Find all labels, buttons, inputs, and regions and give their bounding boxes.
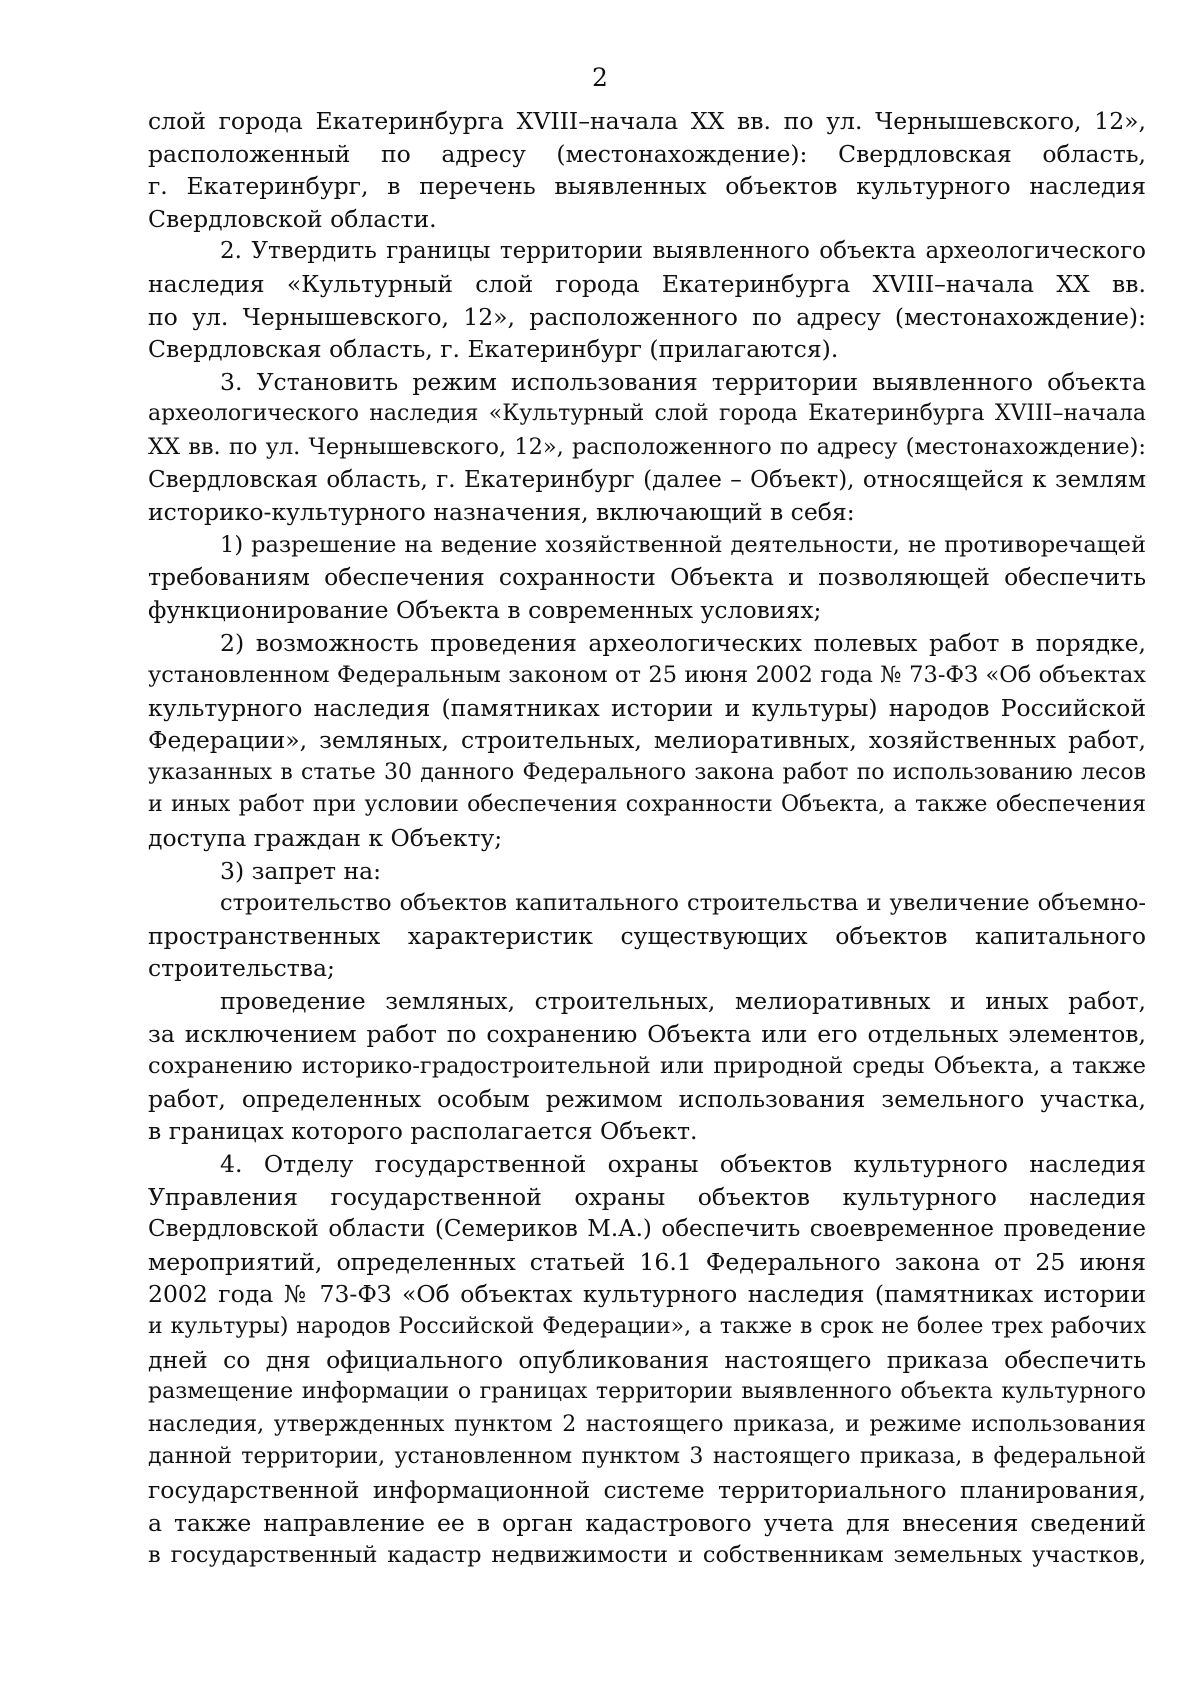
text-line: проведение земляных, строительных, мелиоративных и иных работ,: [220, 987, 1146, 1016]
text-line: 3) запрет на:: [220, 856, 382, 885]
text-line: археологического наследия «Культурный слой города Екатеринбурга XVIII–начала: [148, 401, 1146, 427]
text-line: размещение информации о границах территории выявленного объекта культурного: [148, 1379, 1146, 1405]
document-body: [148, 105, 1146, 1572]
text-line: расположенный по адресу (местонахождение): Свердловская область,: [148, 139, 1146, 168]
text-line: Свердловской области.: [148, 204, 437, 233]
text-line: Свердловская область, г. Екатеринбург (далее – Объект), относящейся к землям: [148, 466, 1146, 493]
text-line: 2002 года № 73-ФЗ «Об объектах культурного наследия (памятниках истории: [148, 1280, 1146, 1309]
text-line: г. Екатеринбург, в перечень выявленных объектов культурного наследия: [148, 172, 1146, 201]
text-line: требованиям обеспечения сохранности Объекта и позволяющей обеспечить: [148, 563, 1146, 592]
text-line: 2. Утвердить границы территории выявленного объекта археологического: [220, 238, 1146, 265]
text-line: и иных работ при условии обеспечения сохранности Объекта, а также обеспечения: [148, 792, 1146, 818]
text-line: за исключением работ по сохранению Объекта или его отдельных элементов,: [148, 1019, 1146, 1048]
text-line: Управления государственной охраны объектов культурного наследия: [148, 1182, 1146, 1211]
text-line: Федерации», земляных, строительных, мелиоративных, хозяйственных работ,: [148, 726, 1146, 755]
text-line: XX вв. по ул. Чернышевского, 12», расположенного по адресу (местонахождение):: [148, 433, 1146, 460]
text-line: мероприятий, определенных статьей 16.1 Федерального закона от 25 июня: [148, 1247, 1146, 1276]
text-line: по ул. Чернышевского, 12», расположенного по адресу (местонахождение):: [148, 302, 1146, 331]
text-line: наследия «Культурный слой города Екатеринбурга XVIII–начала XX вв.: [148, 269, 1146, 298]
text-line: установленном Федеральным законом от 25 июня 2002 года № 73-ФЗ «Об объектах: [148, 662, 1146, 689]
text-line: а также направление ее в орган кадастрового учета для внесения сведений: [148, 1508, 1146, 1537]
text-line: слой города Екатеринбурга XVIII–начала XX вв. по ул. Чернышевского, 12»,: [148, 107, 1146, 135]
text-line: в государственный кадастр недвижимости и собственникам земельных участков,: [148, 1542, 1146, 1569]
text-line: Свердловская область, г. Екатеринбург (прилагаются).: [148, 335, 839, 364]
text-line: доступа граждан к Объекту;: [148, 824, 503, 853]
text-line: данной территории, установленном пунктом 3 настоящего приказа, в федеральной: [148, 1444, 1146, 1470]
text-line: дней со дня официального опубликования настоящего приказа обеспечить: [148, 1345, 1146, 1374]
text-line: функционирование Объекта в современных условиях;: [148, 595, 822, 624]
text-line: культурного наследия (памятниках истории и культуры) народов Российской: [148, 693, 1146, 722]
text-line: 2) возможность проведения археологических полевых работ в порядке,: [220, 628, 1146, 657]
text-line: и культуры) народов Российской Федерации», а также в срок не более трех рабочих: [148, 1313, 1146, 1339]
text-line: пространственных характеристик существующих объектов капитального: [148, 921, 1146, 950]
text-line: наследия, утвержденных пунктом 2 настоящего приказа, и режиме использования: [148, 1411, 1146, 1437]
page-number: 2: [592, 63, 608, 92]
text-line: строительство объектов капитального строительства и увеличение объемно-: [220, 890, 1146, 917]
text-line: историко-культурного назначения, включающий в себя:: [148, 498, 855, 527]
text-line: строительства;: [148, 954, 335, 983]
text-line: в границах которого располагается Объект.: [148, 1117, 698, 1146]
text-line: работ, определенных особым режимом использования земельного участка,: [148, 1084, 1146, 1113]
text-line: 4. Отделу государственной охраны объектов культурного наследия: [220, 1150, 1146, 1178]
text-line: 1) разрешение на ведение хозяйственной деятельности, не противоречащей: [220, 531, 1146, 558]
text-line: 3. Установить режим использования территории выявленного объекта: [220, 367, 1146, 396]
text-line: Свердловской области (Семериков М.А.) обеспечить своевременное проведение: [148, 1216, 1146, 1243]
text-line: сохранению историко-градостроительной или природной среды Объекта, а также: [148, 1053, 1146, 1080]
text-line: государственной информационной системе территориального планирования,: [148, 1475, 1146, 1504]
text-line: указанных в статье 30 данного Федерального закона работ по использованию лесов: [148, 759, 1146, 785]
